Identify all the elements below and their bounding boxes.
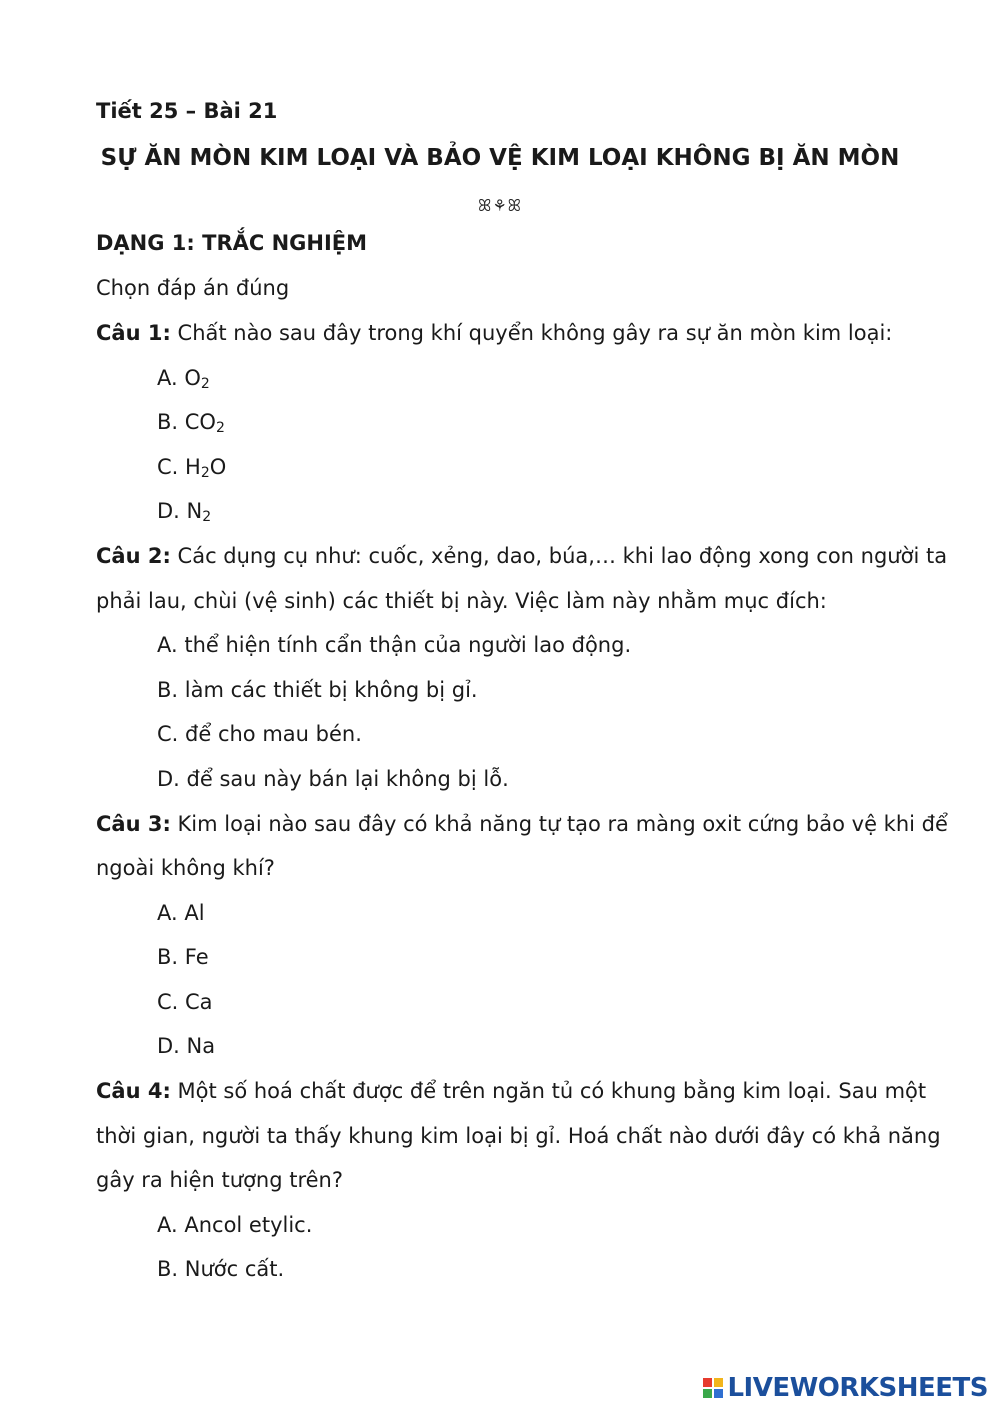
question-4 [96,1076,926,1106]
question-label: Câu 2: [96,544,171,568]
page-title: SỰ ĂN MÒN KIM LOẠI VÀ BẢO VỆ KIM LOẠI KHÔNG BỊ ĂN MÒN [100,145,900,171]
question-text: Một số hoá chất được để trên ngăn tủ có khung bằng kim loại. Sau một [170,1079,927,1103]
logo-block [714,1378,723,1387]
question-label: Câu 1: [96,321,171,345]
logo-text: LIVEWORKSHEETS [727,1373,988,1403]
question-2 [96,541,947,571]
logo-block [714,1389,723,1398]
question-text-continued: gây ra hiện tượng trên? [96,1168,344,1192]
option-c[interactable]: C. $H_2O$ [157,455,227,481]
question-3 [96,809,948,839]
section-heading: DẠNG 1: TRẮC NGHIỆM [96,231,368,255]
option-b[interactable]: B. Nước cất. [157,1257,285,1281]
option-b[interactable]: B. Fe [157,945,209,969]
question-text: Kim loại nào sau đây có khả năng tự tạo ra màng oxit cứng bảo vệ khi để [170,812,948,836]
option-a[interactable]: A. Al [157,901,205,925]
liveworksheets-logo [703,1370,988,1406]
logo-blocks-icon [703,1378,723,1398]
question-text-continued: thời gian, người ta thấy khung kim loại bị gỉ. Hoá chất nào dưới đây có khả năng [96,1124,941,1148]
question-text: Các dụng cụ như: cuốc, xẻng, dao, búa,… khi lao động xong con người ta [170,544,948,568]
option-a[interactable]: A. Ancol etylic. [157,1213,313,1237]
question-text: Chất nào sau đây trong khí quyển không gây ra sự ăn mòn kim loại: [170,321,893,345]
option-d[interactable]: D. $N_2$ [157,499,212,525]
instruction: Chọn đáp án đúng [96,276,290,300]
question-label: Câu 4: [96,1079,171,1103]
option-b[interactable]: B. làm các thiết bị không bị gỉ. [157,678,478,702]
logo-block [703,1389,712,1398]
option-c[interactable]: C. để cho mau bén. [157,722,362,746]
option-c[interactable]: C. Ca [157,990,213,1014]
question-label: Câu 3: [96,812,171,836]
option-a[interactable]: A. thể hiện tính cẩn thận của người lao động. [157,633,632,657]
question-text-continued: ngoài không khí? [96,856,275,880]
option-d[interactable]: D. để sau này bán lại không bị lỗ. [157,767,509,791]
question-text-continued: phải lau, chùi (vệ sinh) các thiết bị này. Việc làm này nhằm mục đích: [96,589,827,613]
lesson-label: Tiết 25 – Bài 21 [96,99,278,123]
option-a[interactable]: A. $O_2$ [157,366,210,392]
option-d[interactable]: D. Na [157,1034,216,1058]
question-1 [96,318,892,348]
logo-block [703,1378,712,1387]
ornament-divider: ꕤ⚘ꕤ [478,196,522,215]
option-b[interactable]: B. $CO_2$ [157,410,225,436]
